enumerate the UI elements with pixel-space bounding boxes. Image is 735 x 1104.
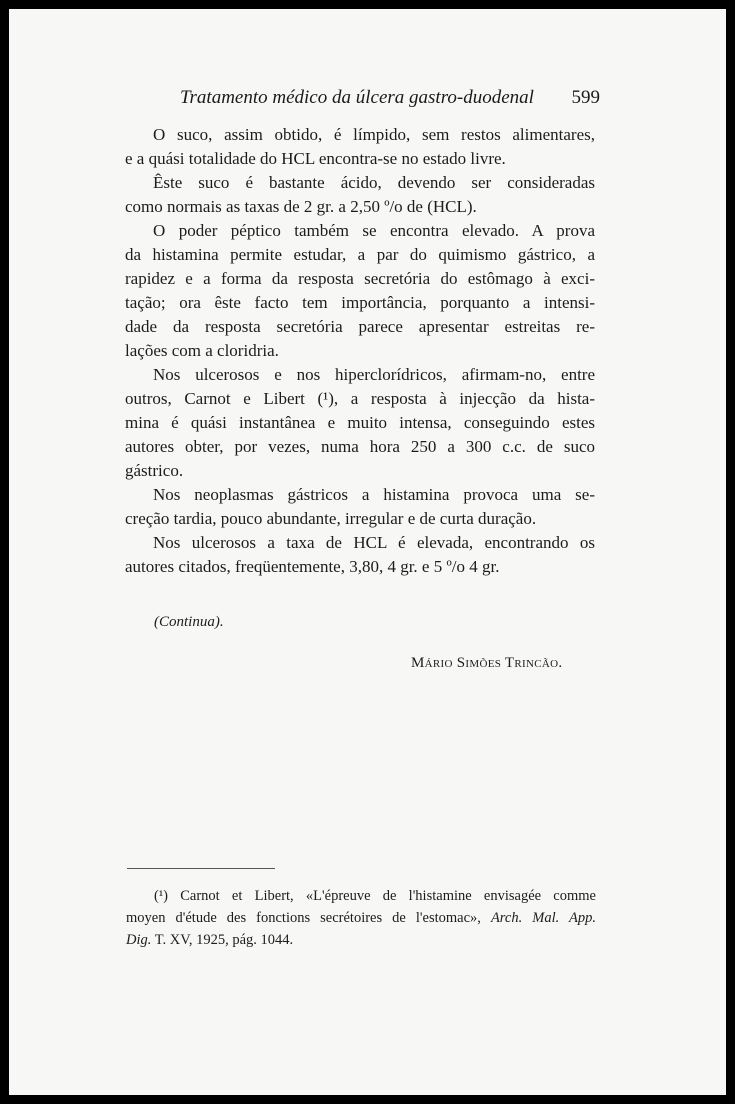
footnote-citation-italic: Dig.	[126, 932, 152, 948]
paragraph-line: e a quási totalidade do HCL encontra-se no estado livre.	[125, 149, 506, 168]
continua-note: (Continua).	[154, 614, 224, 630]
paragraph-line: O suco, assim obtido, é límpido, sem restos alimentares,	[153, 125, 595, 144]
document-page	[9, 9, 726, 1095]
footnote-line: (¹) Carnot et Libert, «L'épreuve de l'histamine envisagée comme	[154, 888, 596, 904]
paragraph-line: O poder péptico também se encontra elevado. A prova	[153, 221, 595, 240]
page-number: 599	[571, 87, 600, 108]
paragraph-line: dade da resposta secretória parece apresentar estreitas re-	[125, 317, 595, 336]
paragraph-line: como normais as taxas de 2 gr. a 2,50 º/o de (HCL).	[125, 197, 477, 216]
body-text	[125, 123, 595, 579]
paragraph-line: Êste suco é bastante ácido, devendo ser consideradas	[153, 173, 595, 192]
running-title: Tratamento médico da úlcera gastro-duodenal	[180, 87, 534, 108]
paragraph-line: lações com a cloridria.	[125, 341, 279, 360]
paragraph-line: outros, Carnot e Libert (¹), a resposta à injecção da hista-	[125, 389, 595, 408]
paragraph-line: Nos neoplasmas gástricos a histamina provoca uma se-	[153, 485, 595, 504]
footnote-line	[126, 929, 596, 951]
paragraph-line: creção tardia, pouco abundante, irregular e de curta duração.	[125, 509, 537, 528]
paragraph-line: autores citados, freqüentemente, 3,80, 4 gr. e 5 º/o 4 gr.	[125, 557, 500, 576]
footnote-citation-italic: Arch. Mal. App.	[490, 910, 596, 926]
paragraph-line: gástrico.	[125, 461, 184, 480]
page-header	[180, 87, 600, 113]
footnotes	[126, 885, 596, 951]
paragraph-line: Nos ulcerosos a taxa de HCL é elevada, encontrando os	[153, 533, 595, 552]
paragraph-line: mina é quási instantânea e muito intensa, conseguindo estes	[125, 413, 595, 432]
paragraph-line: autores obter, por vezes, numa hora 250 a 300 c.c. de suco	[125, 437, 595, 456]
paragraph-line: rapidez e a forma da resposta secretória do estômago à exci-	[125, 269, 595, 288]
footnote-text: T. XV, 1925, pág. 1044.	[154, 932, 294, 948]
author-signature: Mário Simões Trincão.	[411, 655, 563, 671]
footnote-divider	[127, 868, 275, 869]
footnote-text: moyen d'étude des fonctions secrétoires de l'estomac»,	[126, 910, 481, 926]
paragraph-line: Nos ulcerosos e nos hiperclorídricos, afirmam-no, entre	[153, 365, 595, 384]
footnote-line	[126, 907, 596, 929]
paragraph-line: da histamina permite estudar, a par do quimismo gástrico, a	[125, 245, 595, 264]
paragraph-line: tação; ora êste facto tem importância, porquanto a intensi-	[125, 293, 595, 312]
